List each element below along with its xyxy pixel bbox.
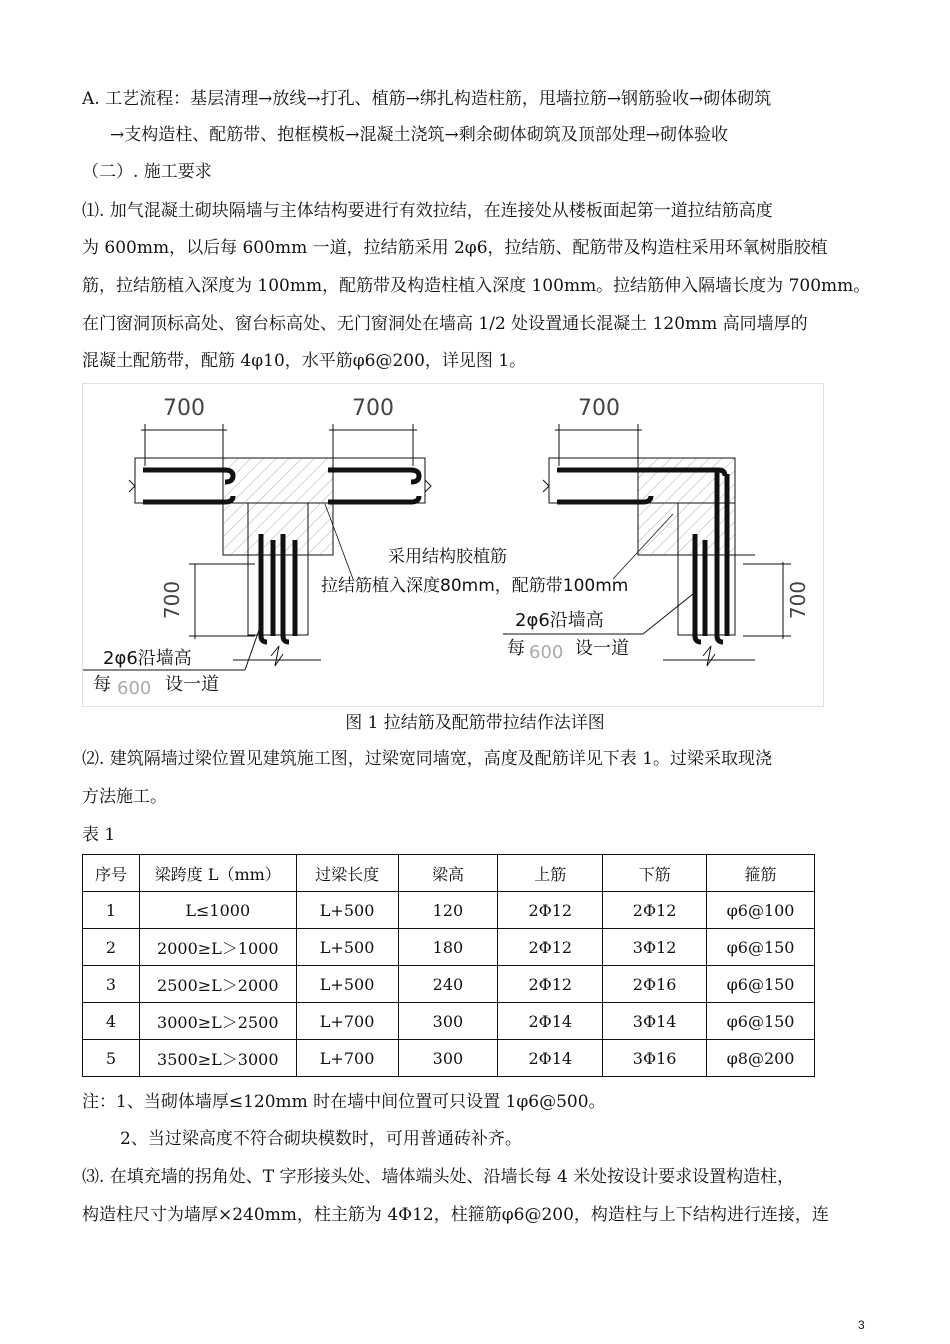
table-cell: 120 (398, 892, 498, 929)
table-cell: L+500 (296, 966, 398, 1003)
table-cell: φ6@150 (707, 966, 815, 1003)
right-note-line-2-suffix: 设一道 (575, 638, 629, 659)
table-cell: 300 (398, 1040, 498, 1077)
right-note-line-2-prefix: 每 (507, 638, 525, 659)
header-bottom-bar: 下筋 (603, 855, 707, 892)
table-cell: 1 (83, 892, 140, 929)
process-flow-line-1: A. 工艺流程：基层清理→放线→打孔、植筋→绑扎构造柱筋，甩墙拉筋→钢筋验收→砌体砌筑 (82, 89, 772, 109)
left-t-junction (83, 396, 431, 699)
table-cell: L+500 (296, 929, 398, 966)
table-header-row (83, 855, 815, 892)
table-cell: 2Φ14 (498, 1003, 603, 1040)
table-cell: 2Φ12 (498, 929, 603, 966)
table-row (83, 1040, 815, 1077)
paragraph-1-line-5: 混凝土配筋带，配筋 4φ10，水平筋φ6@200，详见图 1。 (82, 351, 527, 371)
paragraph-1-line-1: ⑴. 加气混凝土砌块隔墙与主体结构要进行有效拉结，在连接处从楼板面起第一道拉结筋高度 (82, 201, 773, 221)
header-span: 梁跨度 L（mm） (139, 855, 296, 892)
dimension-700-left: 700 (163, 396, 205, 421)
figure-1-rebar-detail (82, 383, 824, 707)
paragraph-1-line-3: 筋，拉结筋植入深度为 100mm，配筋带及构造柱植入深度 100mm。拉结筋伸入隔墙长度为 700mm。 (82, 276, 871, 296)
table-cell: 180 (398, 929, 498, 966)
table-row (83, 1003, 815, 1040)
header-index: 序号 (83, 855, 140, 892)
dimension-700-right: 700 (578, 396, 620, 421)
table-cell: 2 (83, 929, 140, 966)
table-cell: φ6@150 (707, 929, 815, 966)
right-l-corner (503, 396, 810, 666)
right-note-spacing: 600 (529, 642, 564, 663)
left-note-line-2-suffix: 设一道 (165, 674, 219, 695)
table-cell: 300 (398, 1003, 498, 1040)
table-cell: 2Φ12 (603, 892, 707, 929)
table-cell: φ8@200 (707, 1040, 815, 1077)
table-cell: 4 (83, 1003, 140, 1040)
table-cell: L+500 (296, 892, 398, 929)
section-title: （二）. 施工要求 (82, 162, 212, 182)
paragraph-1-line-2: 为 600mm，以后每 600mm 一道，拉结筋采用 2φ6，拉结筋、配筋带及构造柱采用环氧树脂胶植 (82, 238, 828, 258)
table-cell: 3Φ12 (603, 929, 707, 966)
table-note-1: 注：1、当砌体墙厚≤120mm 时在墙中间位置可只设置 1φ6@500。 (82, 1092, 606, 1112)
label-structural-glue: 采用结构胶植筋 (388, 547, 507, 567)
table-cell: 2Φ12 (498, 966, 603, 1003)
paragraph-3-line-1: ⑶. 在填充墙的拐角处、T 字形接头处、墙体端头处、沿墙长每 4 米处按设计要求设置构造柱， (82, 1167, 795, 1187)
table-label: 表 1 (82, 825, 116, 845)
table-cell: L+700 (296, 1003, 398, 1040)
table-cell: 3Φ16 (603, 1040, 707, 1077)
left-note-spacing: 600 (117, 678, 152, 699)
table-note-2: 2、当过梁高度不符合砌块模数时，可用普通砖补齐。 (120, 1129, 522, 1149)
table-cell: φ6@150 (707, 1003, 815, 1040)
table-row (83, 892, 815, 929)
paragraph-3-line-2: 构造柱尺寸为墙厚×240mm，柱主筋为 4Φ12，柱箍筋φ6@200，构造柱与上下结构进行连接，连 (82, 1205, 829, 1225)
table-row (83, 966, 815, 1003)
dimension-700-vertical-right: 700 (786, 580, 810, 620)
figure-1-caption: 图 1 拉结筋及配筋带拉结作法详图 (345, 713, 605, 733)
center-labels (321, 504, 673, 596)
table-row (83, 929, 815, 966)
dimension-700-middle: 700 (352, 396, 394, 421)
table-cell: 3000≥L＞2500 (139, 1003, 296, 1040)
process-flow-line-2: →支构造柱、配筋带、抱框模板→混凝土浇筑→剩余砌体砌筑及顶部处理→砌体验收 (110, 125, 728, 145)
table-cell: L+700 (296, 1040, 398, 1077)
paragraph-2-line-2: 方法施工。 (82, 787, 167, 807)
table-cell: 2Φ12 (498, 892, 603, 929)
table-cell: L≤1000 (139, 892, 296, 929)
dimension-700-vertical-left: 700 (160, 580, 184, 620)
paragraph-2-line-1: ⑵. 建筑隔墙过梁位置见建筑施工图，过梁宽同墙宽，高度及配筋详见下表 1。过梁采取现浇 (82, 749, 773, 769)
table-cell: 240 (398, 966, 498, 1003)
header-length: 过梁长度 (296, 855, 398, 892)
header-stirrup: 箍筋 (707, 855, 815, 892)
paragraph-1-line-4: 在门窗洞顶标高处、窗台标高处、无门窗洞处在墙高 1/2 处设置通长混凝土 120mm 高同墙厚的 (82, 314, 808, 334)
table-cell: 2500≥L＞2000 (139, 966, 296, 1003)
left-note-line-2-prefix: 每 (93, 674, 111, 695)
table-cell: 3Φ14 (603, 1003, 707, 1040)
table-cell: 5 (83, 1040, 140, 1077)
table-cell: 3500≥L＞3000 (139, 1040, 296, 1077)
table-cell: 2Φ14 (498, 1040, 603, 1077)
figure-1-drawing (83, 384, 823, 706)
table-cell: 2000≥L＞1000 (139, 929, 296, 966)
table-cell: 3 (83, 966, 140, 1003)
right-note-line-1: 2φ6沿墙高 (515, 610, 604, 631)
page-number: 3 (858, 1318, 865, 1332)
label-embedment-depth: 拉结筋植入深度80mm，配筋带100mm (321, 576, 629, 596)
table-cell: φ6@100 (707, 892, 815, 929)
table-cell: 2Φ16 (603, 966, 707, 1003)
header-top-bar: 上筋 (498, 855, 603, 892)
lintel-table (82, 854, 815, 1077)
header-height: 梁高 (398, 855, 498, 892)
left-note-line-1: 2φ6沿墙高 (103, 648, 192, 669)
